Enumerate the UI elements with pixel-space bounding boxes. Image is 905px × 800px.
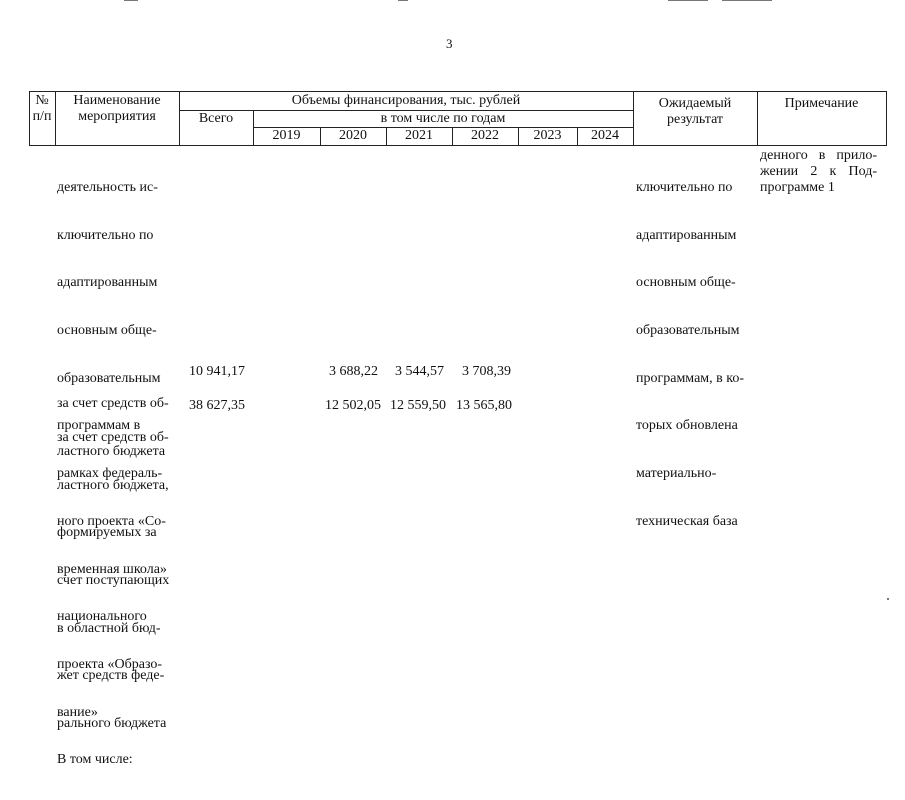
page-number: 3 <box>446 36 453 51</box>
text-line: ластного бюджета, <box>57 477 169 493</box>
row-total: 38 627,35 <box>189 398 245 413</box>
text-line: программе 1 <box>760 179 835 195</box>
text-line: формируемых за <box>57 525 157 541</box>
text-line: национального <box>57 609 147 625</box>
text-line: жении 2 к Под- <box>760 163 877 179</box>
year-header: 2022 <box>471 128 499 143</box>
text-line: деятельность ис- <box>57 179 158 195</box>
text-line: денного в прило- <box>760 148 877 163</box>
text-line: образовательным <box>57 370 161 386</box>
col-number-header <box>29 93 55 125</box>
text-line: адаптированным <box>57 275 158 291</box>
row-value-2022: 13 565,80 <box>456 398 512 413</box>
text-line: ластного бюджета <box>57 443 166 459</box>
by-years-header: в том числе по годам <box>380 111 506 126</box>
col-result-header <box>633 96 757 128</box>
col-total-header: Всего <box>198 111 234 126</box>
financing-title: Объемы финансирования, тыс. рублей <box>291 93 521 108</box>
year-header: 2024 <box>591 128 619 143</box>
text-line: техническая база <box>636 513 738 529</box>
scan-artifact <box>124 0 138 1</box>
col-name-line1: Наименование <box>73 93 161 108</box>
text-line: за счет средств об- <box>57 429 169 445</box>
table-header-bottom-border <box>29 145 887 146</box>
note-text <box>760 148 877 196</box>
expected-result <box>636 148 744 562</box>
year-header: 2020 <box>339 128 367 143</box>
row-label <box>57 395 170 764</box>
text-line: торых обновлена <box>636 418 738 434</box>
text-line: основным обще- <box>57 322 157 338</box>
col-note-header: Примечание <box>784 96 859 111</box>
text-line: ключительно по <box>636 179 733 195</box>
text-line: программам в <box>57 418 141 434</box>
year-header: 2019 <box>272 128 301 143</box>
row-total: 10 941,17 <box>189 364 245 379</box>
year-header: 2023 <box>533 128 562 143</box>
text-line: ключительно по <box>57 227 154 243</box>
text-line: ного проекта «Со- <box>57 513 166 529</box>
table-top-border <box>29 91 887 92</box>
text-line: рального бюджета <box>57 716 167 732</box>
col-number-symbol: № <box>35 93 49 108</box>
text-line: счет поступающих <box>57 572 170 588</box>
col-result-line1: Ожидаемый <box>658 96 732 111</box>
text-line: программам, в ко- <box>636 370 745 386</box>
col-number-abbr: п/п <box>32 109 52 124</box>
text-line: временная школа» <box>57 561 167 577</box>
col-result-line2: результат <box>666 112 724 127</box>
text-line: в областной бюд- <box>57 620 161 636</box>
text-line: образовательным <box>636 322 740 338</box>
text-line: рамках федераль- <box>57 466 163 482</box>
col-border <box>886 91 887 146</box>
row-value-2021: 3 544,57 <box>395 364 444 379</box>
text-line: проекта «Образо- <box>57 657 163 672</box>
scan-artifact <box>887 598 889 600</box>
text-line: за счет средств об- <box>57 395 169 411</box>
scan-artifact <box>398 0 408 1</box>
text-line: основным обще- <box>636 275 736 291</box>
text-line: материально- <box>636 466 717 482</box>
scan-artifact <box>668 0 708 1</box>
row-value-2020: 12 502,05 <box>325 398 381 413</box>
col-name-line2: мероприятия <box>78 109 156 124</box>
row-value-2020: 3 688,22 <box>329 364 378 379</box>
row-value-2021: 12 559,50 <box>390 398 446 413</box>
row-value-2022: 3 708,39 <box>462 364 511 379</box>
text-line: В том числе: <box>57 752 133 768</box>
col-name-header <box>55 93 179 125</box>
text-line: жет средств феде- <box>57 668 165 684</box>
scan-artifact <box>722 0 772 1</box>
text-line: адаптированным <box>636 227 737 243</box>
text-line: вание» <box>57 704 98 720</box>
year-header: 2021 <box>405 128 433 143</box>
